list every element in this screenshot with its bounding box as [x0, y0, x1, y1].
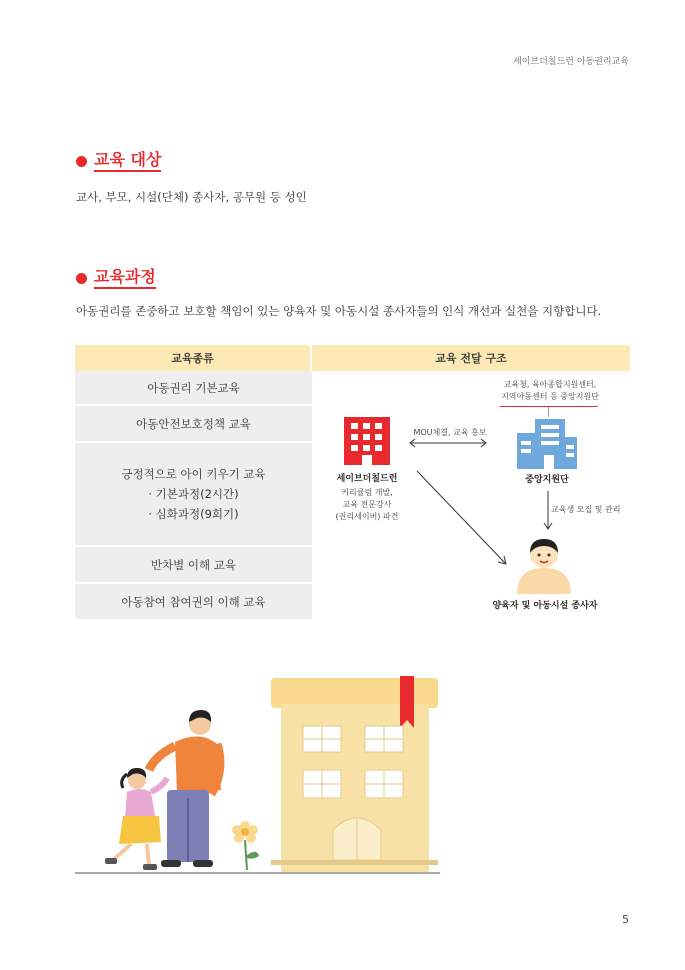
- bullet-dot-icon: [76, 156, 87, 167]
- row-title: 아동안전보호정책 교육: [136, 416, 251, 431]
- bullet-dot-icon: [76, 273, 87, 284]
- delivery-structure-diagram: [315, 371, 630, 621]
- double-arrow-icon: [407, 437, 489, 449]
- table-row: [75, 371, 312, 406]
- org-desc-line: (권리세이버) 파견: [335, 512, 399, 521]
- row-sub: · 심화과정(9회기): [148, 507, 239, 521]
- table-row: [75, 406, 312, 443]
- running-header: 세이브더칠드런 아동권리교육: [513, 57, 629, 67]
- person-icon: [513, 534, 575, 596]
- org-desc: [315, 487, 419, 523]
- caregiver-label: 양육자 및 아동시설 종사자: [492, 601, 598, 611]
- header-delivery-structure: 교육 전달 구조: [435, 352, 507, 365]
- family-building-illustration: [75, 670, 440, 875]
- building-red-icon: [342, 417, 392, 465]
- section-body-target: 교사, 부모, 시설(단체) 종사자, 공무원 등 성인: [76, 190, 307, 204]
- org-desc-line: 커리큘럼 개발,: [341, 488, 393, 497]
- row-sub: · 기본과정(2시간): [148, 487, 239, 501]
- table-header: [75, 345, 630, 371]
- section-title-text: 교육 대상: [94, 150, 161, 172]
- connector-line: [548, 407, 549, 417]
- building-blue-icon: [515, 419, 579, 469]
- org-name: 세이브더칠드런: [336, 474, 398, 484]
- central-name: 중앙지원단: [525, 475, 569, 485]
- education-type-list: [75, 371, 312, 621]
- mou-label: MOU체결, 교육 홍보: [413, 428, 487, 437]
- row-title: 긍정적으로 아이 키우기 교육: [121, 467, 266, 481]
- table-row: [75, 547, 312, 584]
- red-underline: [500, 406, 598, 407]
- central-desc-line: 지역아동센터 등 중앙지원단: [501, 392, 599, 401]
- table-row: [75, 584, 312, 621]
- central-desc-line: 교육청, 육아종합지원센터,: [503, 380, 597, 389]
- section-title-curriculum: [76, 267, 156, 289]
- header-education-type: 교육종류: [75, 345, 312, 371]
- row-title: 반차별 이해 교육: [150, 557, 237, 572]
- recruit-label: 교육생 모집 및 관리: [551, 505, 621, 514]
- section-body-curriculum: 아동권리를 존중하고 보호할 책임이 있는 양육자 및 아동시설 종사자들의 인식 개선과 실천을 지향합니다.: [76, 304, 602, 318]
- section-title-target: [76, 150, 161, 172]
- row-title: 아동참여 참여권의 이해 교육: [121, 594, 266, 609]
- section-title-text: 교육과정: [94, 267, 156, 289]
- central-desc: [485, 379, 615, 403]
- row-title: 아동권리 기본교육: [147, 380, 240, 395]
- org-desc-line: 교육 전문강사: [342, 500, 392, 509]
- curriculum-table: [75, 345, 630, 611]
- diagonal-arrow-icon: [415, 469, 510, 569]
- page-number: 5: [622, 913, 629, 926]
- table-row: [75, 443, 312, 547]
